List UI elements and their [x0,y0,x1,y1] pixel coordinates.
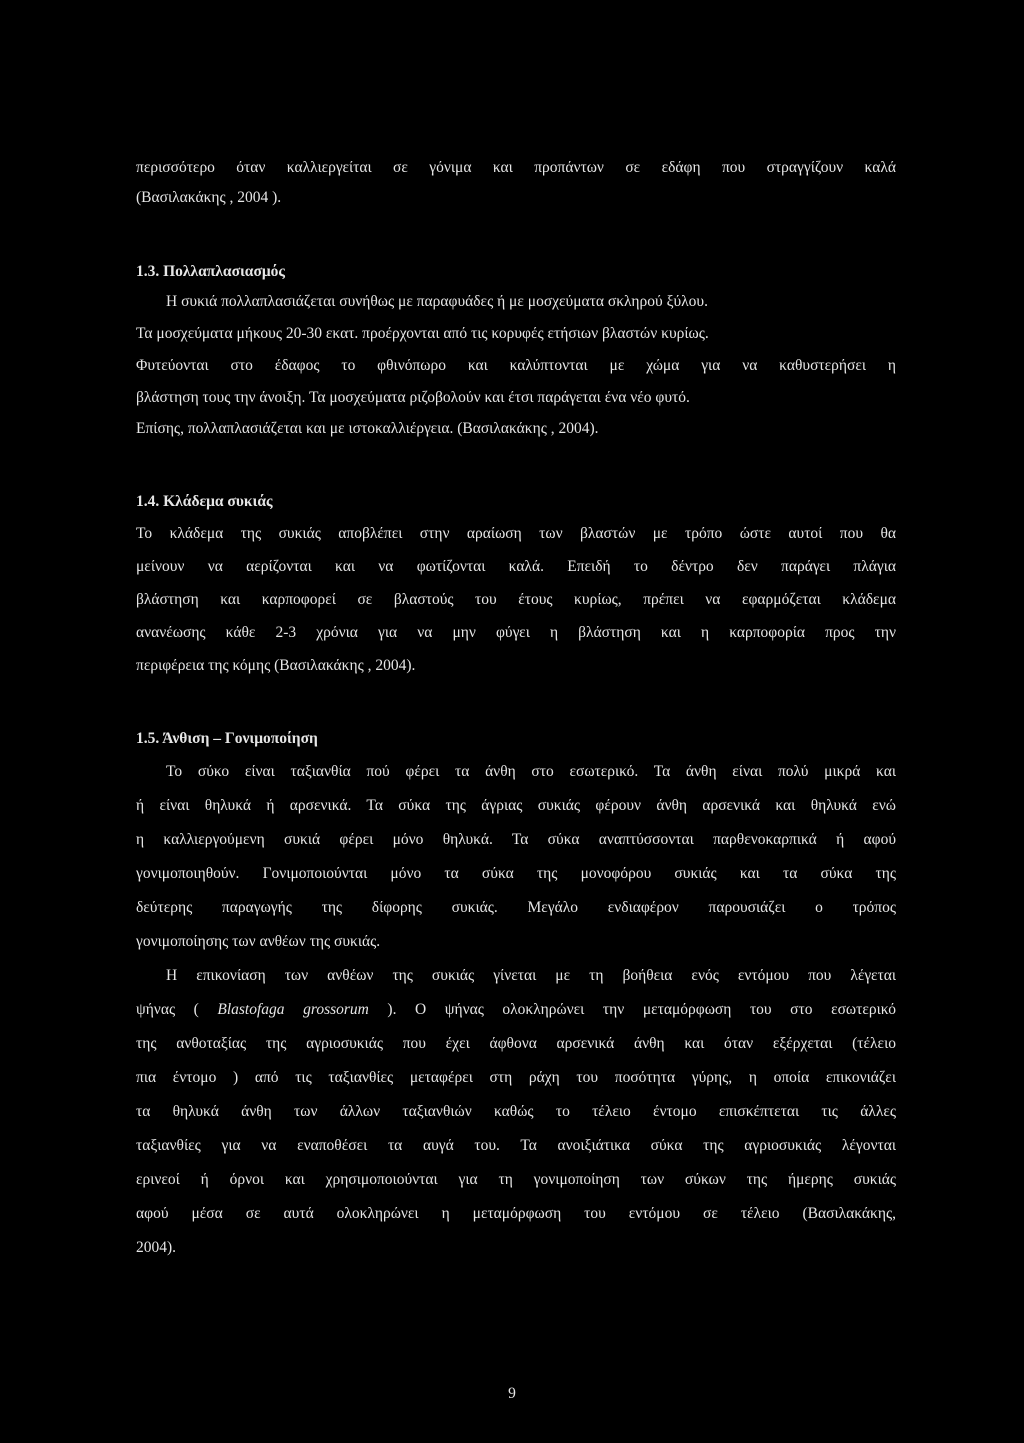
paragraph-line: γονιμοποίησης των ανθέων της συκιάς. [136,933,381,950]
page-number: 9 [508,1385,516,1402]
paragraph-line: μείνουν να αερίζονται και να φωτίζονται καλά. Επειδή το δέντρο δεν παράγει πλάγια [136,558,896,575]
section-title: Πολλαπλασιασμός [163,263,285,280]
section-number: 1.5. [136,730,160,747]
paragraph-line: γονιμοποιηθούν. Γονιμοποιούνται μόνο τα σύκα της μονοφόρου συκιάς και τα σύκα της [136,865,896,882]
paragraph-line: δεύτερης παραγωγής της δίφορης συκιάς. Μεγάλο ενδιαφέρον παρουσιάζει ο τρόπος [136,899,896,916]
paragraph-line: βλάστηση τους την άνοιξη. Τα μοσχεύματα ριζοβολούν και έτσι παράγεται ένα νέο φυτό. [136,389,690,406]
paragraph-line: Τα μοσχεύματα μήκους 20-30 εκατ. προέρχονται από τις κορυφές ετήσιων βλαστών κυρίως. [136,325,709,342]
paragraph-line: Το σύκο είναι ταξιανθία πού φέρει τα άνθη στο εσωτερικό. Τα άνθη είναι πολύ μικρά και [166,763,896,780]
paragraph-line: η καλλιεργούμενη συκιά φέρει μόνο θηλυκά. Τα σύκα αναπτύσσονται παρθενοκαρπικά ή αφού [136,831,896,848]
section-heading [136,492,273,512]
section-heading [136,729,318,749]
species-name: Blastofaga grossorum [217,1001,369,1018]
paragraph-line: Φυτεύονται στο έδαφος το φθινόπωρο και καλύπτονται με χώμα για να καθυστερήσει η [136,357,896,374]
paragraph-line: ανανέωσης κάθε 2-3 χρόνια για να μην φύγει η βλάστηση και η καρποφορία προς την [136,624,896,641]
paragraph-line: αφού μέσα σε αυτά ολοκληρώνει η μεταμόρφωση του εντόμου σε τέλειο (Βασιλακάκης, [136,1205,896,1222]
paragraph-line: περιφέρεια της κόμης (Βασιλακάκης , 2004). [136,657,416,674]
paragraph-line: ή είναι θηλυκά ή αρσενικά. Τα σύκα της άγριας συκιάς φέρουν άνθη αρσενικά και θηλυκά ενώ [136,797,896,814]
text-run: ψήνας ( [136,1001,218,1018]
paragraph-line: Η συκιά πολλαπλασιάζεται συνήθως με παραφυάδες ή με μοσχεύματα σκληρού ξύλου. [166,293,708,310]
paragraph-line [136,1000,896,1020]
paragraph-line: ταξιανθίες για να εναποθέσει τα αυγά του. Τα ανοιξιάτικα σύκα της αγριοσυκιάς λέγονται [136,1137,896,1154]
paragraph-line: της ανθοταξίας της αγριοσυκιάς που έχει άφθονα αρσενικά άνθη και όταν εξέρχεται (τέλειο [136,1035,896,1052]
section-number: 1.4. [136,493,160,510]
paragraph-line: Το κλάδεμα της συκιάς αποβλέπει στην αραίωση των βλαστών με τρόπο ώστε αυτοί που θα [136,525,896,542]
paragraph-line: τα θηλυκά άνθη των άλλων ταξιανθιών καθώς το τέλειο έντομο επισκέπτεται τις άλλες [136,1103,896,1120]
paragraph-line: 2004). [136,1239,177,1256]
section-number: 1.3. [136,263,160,280]
section-title: Κλάδεμα συκιάς [163,493,273,510]
paragraph-line: ερινεοί ή όρνοι και χρησιμοποιούνται για τη γονιμοποίηση των σύκων της ήμερης συκιάς [136,1171,896,1188]
paragraph-line: πια έντομο ) από τις ταξιανθίες μεταφέρει στη ράχη του ποσότητα γύρης, η οποία επικονιάζει [136,1069,896,1086]
paragraph-line: (Βασιλακάκης , 2004 ). [136,189,282,206]
section-title: Άνθιση – Γονιμοποίηση [162,730,318,747]
paragraph-line: βλάστηση και καρποφορεί σε βλαστούς του έτους κυρίως, πρέπει να εφαρμόζεται κλάδεμα [136,591,896,608]
paragraph-line: Επίσης, πολλαπλασιάζεται και με ιστοκαλλιέργεια. (Βασιλακάκης , 2004). [136,420,599,437]
paragraph-line: Η επικονίαση των ανθέων της συκιάς γίνεται με τη βοήθεια ενός εντόμου που λέγεται [166,967,896,984]
section-heading [136,262,285,282]
text-run: ). Ο ψήνας ολοκληρώνει την μεταμόρφωση του στο εσωτερικό [368,1001,896,1018]
paragraph-line: περισσότερο όταν καλλιεργείται σε γόνιμα και προπάντων σε εδάφη που στραγγίζουν καλά [136,159,896,176]
